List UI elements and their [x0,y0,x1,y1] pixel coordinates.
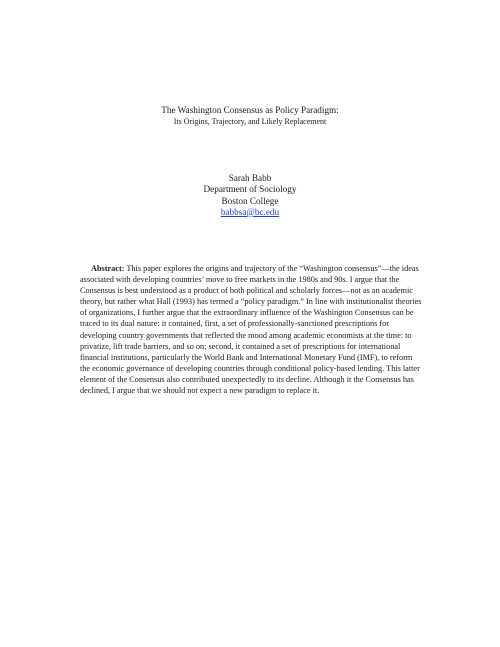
abstract-label: Abstract: [91,264,125,273]
abstract-text: This paper explores the origins and trajectory of the “Washington consensus”—the ideas associated with developing countries’ move to free markets in the 1980s and 90s. I argue that the Consensus is best understood as a product of both political and scholarly forces—not as an academic theory, but rather what Hall (1993) has termed a “policy paradigm.” In line with institutionalist theories of organizations, I further argue that the extraordinary influence of the Washington Consensus can be traced to its dual nature: it contained, first, a set of professionally-sanctioned prescriptions for developing country governments that reflected the mood among academic economists at the time: to privatize, lift trade barriers, and so on; second, it contained a set of prescriptions for international financial institutions, particularly the World Bank and International Monetary Fund (IMF), to reform the economic governance of developing countries through conditional policy-based lending. This latter element of the Consensus also contributed unexpectedly to its decline. Although it the Consensus has declined, I argue that we should not expect a new paradigm to replace it. [80,264,422,396]
author-department: Department of Sociology [203,184,297,195]
author-email-link[interactable]: babbsa@bc.edu [220,206,280,217]
paper-subtitle: Its Origins, Trajectory, and Likely Replacement [173,117,327,126]
author-institution: Boston College [221,195,279,206]
author-name: Sarah Babb [228,173,272,183]
paper-title: The Washington Consensus as Policy Paradigm: [161,105,339,115]
title-block [0,104,500,127]
author-block [0,173,500,218]
abstract-paragraph [80,263,422,396]
